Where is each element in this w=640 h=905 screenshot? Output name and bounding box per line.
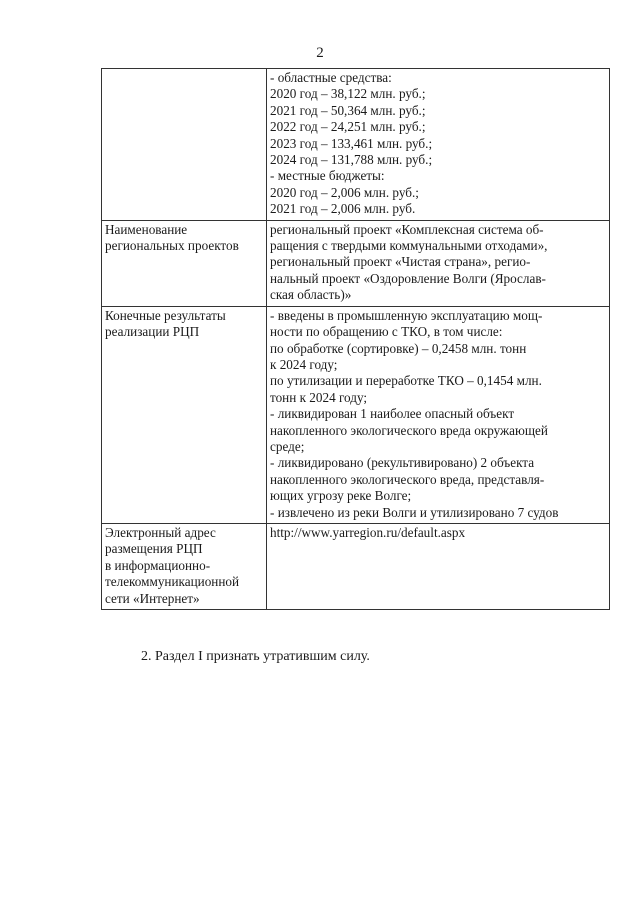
content-line: 2022 год – 24,251 млн. руб.;	[270, 119, 426, 135]
label-line: в информационно-	[105, 557, 211, 573]
content-line: - введены в промышленную эксплуатацию мощ-	[270, 307, 543, 323]
content-line: ская область)»	[270, 287, 352, 303]
content-line: к 2024 году;	[270, 356, 338, 372]
row-content-cell	[267, 69, 610, 221]
content-line: тонн к 2024 году;	[270, 389, 368, 405]
table-row	[102, 69, 610, 221]
table-body	[102, 69, 610, 610]
content-line: 2020 год – 2,006 млн. руб.;	[270, 184, 419, 200]
content-line: http://www.yarregion.ru/default.aspx	[270, 524, 466, 540]
page-number: 2	[316, 45, 324, 61]
content-line: накопленного экологического вреда, представля-	[270, 471, 545, 487]
section-repeal-text: 2. Раздел I признать утратившим силу.	[141, 649, 370, 664]
row-content-cell	[267, 523, 610, 609]
content-line: ращения с твердыми коммунальными отходами»,	[270, 238, 548, 254]
content-line: по обработке (сортировке) – 0,2458 млн. тонн	[270, 340, 527, 356]
label-line: региональных проектов	[105, 238, 239, 254]
content-line: - ликвидировано (рекультивировано) 2 объекта	[270, 455, 535, 471]
row-content-cell	[267, 306, 610, 523]
content-line: среде;	[270, 438, 305, 454]
content-line: 2024 год – 131,788 млн. руб.;	[270, 152, 433, 168]
label-line: Конечные результаты	[105, 307, 226, 323]
content-line: региональный проект «Чистая страна», регио-	[270, 254, 531, 270]
content-line: - областные средства:	[270, 70, 392, 85]
table-row	[102, 306, 610, 523]
content-line: по утилизации и переработке ТКО – 0,1454 млн.	[270, 373, 542, 389]
content-line: 2021 год – 2,006 млн. руб.	[270, 201, 416, 217]
label-line: Наименование	[105, 221, 188, 237]
row-label-cell	[102, 220, 267, 306]
content-line: накопленного экологического вреда окружающей	[270, 422, 548, 438]
label-line: телекоммуникационной	[105, 574, 240, 590]
program-passport-table	[101, 68, 610, 610]
row-content-cell	[267, 220, 610, 306]
content-line: 2020 год – 38,122 млн. руб.;	[270, 86, 426, 102]
content-line: - местные бюджеты:	[270, 168, 385, 184]
table-row	[102, 220, 610, 306]
content-line: ности по обращению с ТКО, в том числе:	[270, 324, 503, 340]
row-label-cell	[102, 306, 267, 523]
table-row	[102, 523, 610, 609]
row-label-cell	[102, 523, 267, 609]
content-line: нальный проект «Оздоровление Волги (Ярослав-	[270, 270, 546, 286]
label-line: реализации РЦП	[105, 324, 200, 340]
content-line: 2021 год – 50,364 млн. руб.;	[270, 102, 426, 118]
content-line: 2023 год – 133,461 млн. руб.;	[270, 135, 433, 151]
content-line: - извлечено из реки Волги и утилизировано 7 судов	[270, 504, 559, 520]
label-line: Электронный адрес	[105, 524, 216, 540]
content-line: - ликвидирован 1 наиболее опасный объект	[270, 406, 515, 422]
content-line: ющих угрозу реке Волге;	[270, 488, 412, 504]
content-line: региональный проект «Комплексная система об-	[270, 221, 544, 237]
row-label-cell	[102, 69, 267, 221]
label-line: размещения РЦП	[105, 541, 203, 557]
label-line: сети «Интернет»	[105, 590, 200, 606]
